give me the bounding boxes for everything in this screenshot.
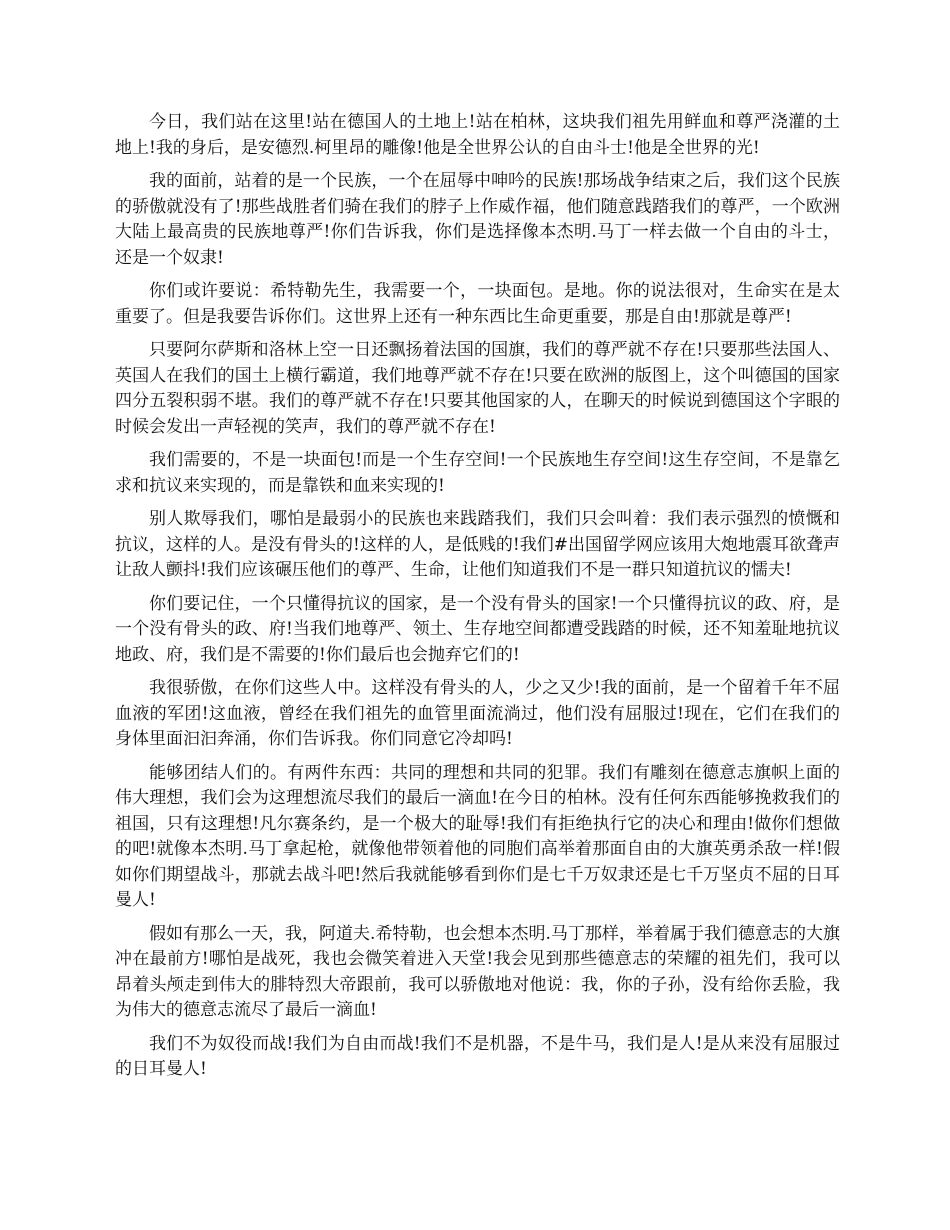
paragraph-3: 你们或许要说：希特勒先生，我需要一个，一块面包。是地。你的说法很对，生命实在是太重要了。但是我要告诉你们。这世界上还有一种东西比生命更重要，那是自由!那就是尊严! [115,281,840,327]
paragraph-5: 我们需要的，不是一块面包!而是一个生存空间!一个民族地生存空间!这生存空间，不是靠乞求和抗议来实现的，而是靠铁和血来实现的! [115,450,840,496]
paragraph-6: 别人欺辱我们，哪怕是最弱小的民族也来践踏我们，我们只会叫着：我们表示强烈的愤慨和抗议，这样的人。是没有骨头的!这样的人，是低贱的!我们#出国留学网应该用大炮地震耳欲聋声让敌人颤抖!我们应该碾压他们的尊严、生命，让他们知道我们不是一群只知道抗议的懦夫! [115,509,840,580]
paragraph-11: 我们不为奴役而战!我们为自由而战!我们不是机器，不是牛马，我们是人!是从来没有屈服过的日耳曼人! [115,1033,840,1079]
paragraph-10: 假如有那么一天，我，阿道夫.希特勒，也会想本杰明.马丁那样，举着属于我们德意志的大旗冲在最前方!哪怕是战死，我也会微笑着进入天堂!我会见到那些德意志的荣耀的祖先们，我可以昂着头颅走到伟大的腓特烈大帝跟前，我可以骄傲地对他说：我，你的子孙，没有给你丢脸，我为伟大的德意志流尽了最后一滴血! [115,923,840,1020]
paragraph-2: 我的面前，站着的是一个民族，一个在屈辱中呻吟的民族!那场战争结束之后，我们这个民族的骄傲就没有了!那些战胜者们骑在我们的脖子上作威作福，他们随意践踏我们的尊严，一个欧洲大陆上最高贵的民族地尊严!你们告诉我，你们是选择像本杰明.马丁一样去做一个自由的斗士，还是一个奴隶! [115,171,840,268]
document-body [115,110,840,1091]
paragraph-9: 能够团结人们的。有两件东西：共同的理想和共同的犯罪。我们有雕刻在德意志旗帜上面的伟大理想，我们会为这理想流尽我们的最后一滴血!在今日的柏林。没有任何东西能够挽救我们的祖国，只有这理想!凡尔赛条约，是一个极大的耻辱!我们有拒绝执行它的决心和理由!做你们想做的吧!就像本杰明.马丁拿起枪，就像他带领着他的同胞们高举着那面自由的大旗英勇杀敌一样!假如你们期望战斗，那就去战斗吧!然后我就能够看到你们是七千万奴隶还是七千万坚贞不屈的日耳曼人! [115,762,840,910]
paragraph-4: 只要阿尔萨斯和洛林上空一日还飘扬着法国的国旗，我们的尊严就不存在!只要那些法国人、英国人在我们的国土上横行霸道，我们地尊严就不存在!只要在欧洲的版图上，这个叫德国的国家四分五裂积弱不堪。我们的尊严就不存在!只要其他国家的人，在聊天的时候说到德国这个字眼的时候会发出一声轻视的笑声，我们的尊严就不存在! [115,340,840,437]
paragraph-8: 我很骄傲，在你们这些人中。这样没有骨头的人，少之又少!我的面前，是一个留着千年不屈血液的军团!这血液，曾经在我们祖先的血管里面流淌过，他们没有屈服过!现在，它们在我们的身体里面汩汩奔涌，你们告诉我。你们同意它冷却吗! [115,678,840,749]
paragraph-1: 今日，我们站在这里!站在德国人的土地上!站在柏林，这块我们祖先用鲜血和尊严浇灌的土地上!我的身后，是安德烈.柯里昂的雕像!他是全世界公认的自由斗士!他是全世界的光! [115,112,840,158]
paragraph-7: 你们要记住，一个只懂得抗议的国家，是一个没有骨头的国家!一个只懂得抗议的政、府，是一个没有骨头的政、府!当我们地尊严、领土、生存地空间都遭受践踏的时候，还不知羞耻地抗议地政、府，我们是不需要的!你们最后也会抛弃它们的! [115,593,840,665]
